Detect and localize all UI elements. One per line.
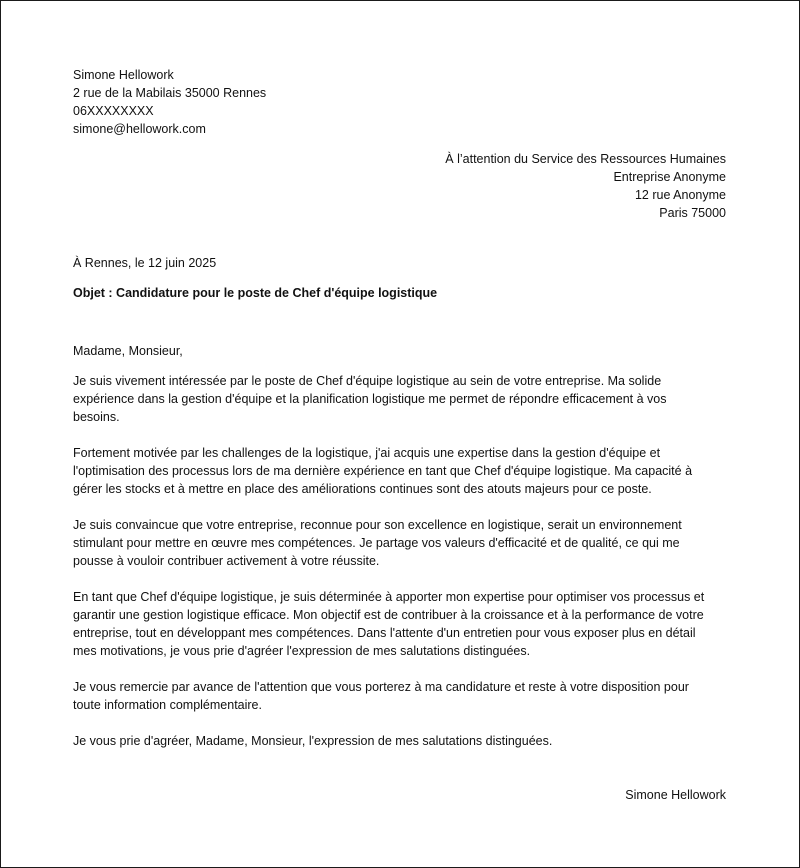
paragraph-4	[73, 588, 733, 660]
paragraph-line: mes motivations, je vous prie d'agréer l'expression de mes salutations distinguées.	[73, 644, 531, 658]
letter-greeting: Madame, Monsieur,	[73, 344, 183, 358]
paragraph-line: stimulant pour mettre en œuvre mes compétences. Je partage vos valeurs d'efficacité et de qualité, ce qui me	[73, 536, 680, 550]
paragraph-line: besoins.	[73, 410, 120, 424]
letter-subject: Objet : Candidature pour le poste de Chef d'équipe logistique	[73, 286, 438, 300]
letter-date: À Rennes, le 12 juin 2025	[73, 256, 217, 270]
paragraph-line: pousse à vouloir contribuer activement à votre réussite.	[73, 554, 380, 568]
paragraph-5	[73, 678, 733, 714]
paragraph-1	[73, 372, 733, 426]
paragraph-line: garantir une gestion logistique efficace. Mon objectif est de contribuer à la croissance et à la performance de votre	[73, 608, 704, 622]
paragraph-line: Je suis convaincue que votre entreprise, reconnue pour son excellence en logistique, serait un environnement	[73, 518, 682, 532]
paragraph-2	[73, 444, 733, 498]
sender-phone: 06XXXXXXXX	[73, 104, 154, 118]
paragraph-line: toute information complémentaire.	[73, 698, 262, 712]
paragraph-line: gérer les stocks et à mettre en place des améliorations continues sont des atouts majeurs pour ce poste.	[73, 482, 652, 496]
recipient-block	[445, 150, 726, 222]
signature: Simone Hellowork	[625, 788, 726, 802]
recipient-street: 12 rue Anonyme	[634, 188, 726, 202]
paragraph-line: l'optimisation des processus lors de ma dernière expérience en tant que Chef d'équipe logistique. Ma capacité à	[73, 464, 693, 478]
paragraph-3	[73, 516, 733, 570]
sender-address: 2 rue de la Mabilais 35000 Rennes	[73, 86, 267, 100]
paragraph-line: Fortement motivée par les challenges de la logistique, j'ai acquis une expertise dans la gestion d'équipe et	[73, 446, 661, 460]
paragraph-line: Je vous remercie par avance de l'attention que vous porterez à ma candidature et reste à votre disposition pour	[73, 680, 689, 694]
paragraph-line: Je vous prie d'agréer, Madame, Monsieur, l'expression de mes salutations distinguées.	[73, 734, 553, 748]
letter-body	[73, 372, 733, 768]
recipient-city: Paris 75000	[659, 206, 726, 220]
sender-block	[73, 66, 266, 138]
paragraph-line: entreprise, tout en développant mes compétences. Dans l'attente d'un entretien pour vous exposer plus en détail	[73, 626, 696, 640]
paragraph-6	[73, 732, 733, 750]
paragraph-line: En tant que Chef d'équipe logistique, je suis déterminée à apporter mon expertise pour optimiser vos processus et	[73, 590, 705, 604]
sender-name: Simone Hellowork	[73, 68, 174, 82]
sender-email: simone@hellowork.com	[73, 122, 206, 136]
recipient-attention: À l’attention du Service des Ressources Humaines	[445, 152, 726, 166]
recipient-company: Entreprise Anonyme	[613, 170, 726, 184]
paragraph-line: Je suis vivement intéressée par le poste de Chef d'équipe logistique au sein de votre entreprise. Ma solide	[73, 374, 662, 388]
paragraph-line: expérience dans la gestion d'équipe et la planification logistique me permet de répondre efficacement à vos	[73, 392, 667, 406]
